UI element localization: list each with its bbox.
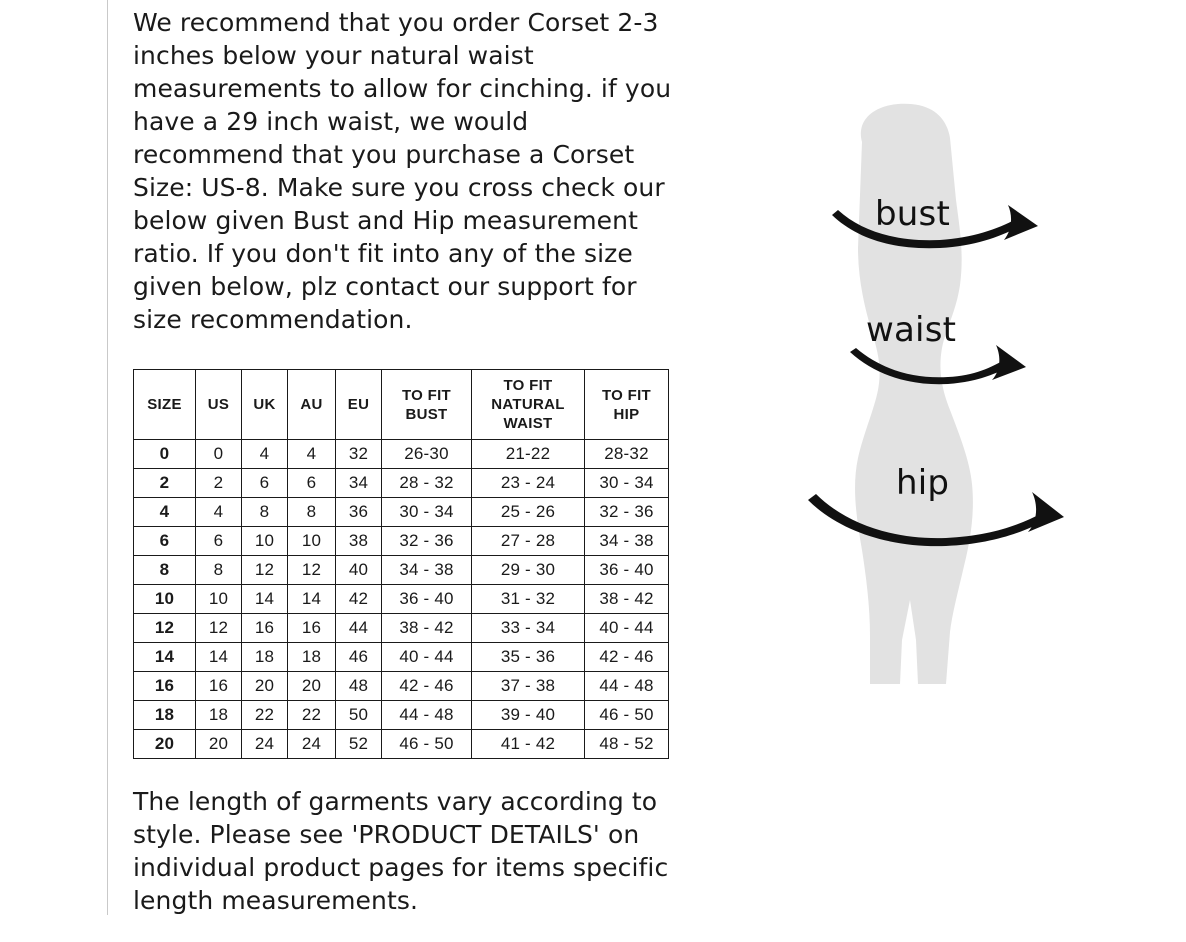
table-row [134, 469, 669, 498]
cell-us: 2 [196, 469, 242, 498]
column-header-waist: TO FIT NATURAL WAIST [472, 370, 585, 440]
cell-waist: 23 - 24 [472, 469, 585, 498]
cell-eu: 46 [336, 643, 382, 672]
hip-label: hip [896, 463, 950, 503]
cell-us: 10 [196, 585, 242, 614]
cell-eu: 32 [336, 440, 382, 469]
cell-uk: 14 [242, 585, 288, 614]
cell-waist: 35 - 36 [472, 643, 585, 672]
cell-size: 8 [134, 556, 196, 585]
cell-uk: 24 [242, 730, 288, 759]
cell-us: 6 [196, 527, 242, 556]
cell-waist: 41 - 42 [472, 730, 585, 759]
size-chart-body [134, 440, 669, 759]
column-header-uk: UK [242, 370, 288, 440]
cell-uk: 22 [242, 701, 288, 730]
cell-us: 12 [196, 614, 242, 643]
table-row [134, 556, 669, 585]
cell-au: 22 [288, 701, 336, 730]
cell-eu: 50 [336, 701, 382, 730]
cell-hip: 36 - 40 [585, 556, 669, 585]
figure-svg [770, 80, 1110, 780]
cell-hip: 28-32 [585, 440, 669, 469]
table-header-row [134, 370, 669, 440]
cell-hip: 38 - 42 [585, 585, 669, 614]
cell-eu: 34 [336, 469, 382, 498]
cell-bust: 28 - 32 [382, 469, 472, 498]
cell-uk: 8 [242, 498, 288, 527]
cell-au: 6 [288, 469, 336, 498]
cell-bust: 32 - 36 [382, 527, 472, 556]
cell-size: 20 [134, 730, 196, 759]
body-measurement-figure [770, 80, 1110, 780]
cell-hip: 44 - 48 [585, 672, 669, 701]
table-row [134, 527, 669, 556]
cell-us: 0 [196, 440, 242, 469]
bust-label: bust [875, 194, 950, 234]
table-row [134, 498, 669, 527]
cell-hip: 46 - 50 [585, 701, 669, 730]
cell-au: 10 [288, 527, 336, 556]
column-header-us: US [196, 370, 242, 440]
cell-bust: 26-30 [382, 440, 472, 469]
column-header-au: AU [288, 370, 336, 440]
cell-bust: 42 - 46 [382, 672, 472, 701]
cell-waist: 37 - 38 [472, 672, 585, 701]
cell-waist: 25 - 26 [472, 498, 585, 527]
cell-waist: 27 - 28 [472, 527, 585, 556]
body-silhouette-icon [855, 104, 973, 684]
cell-waist: 21-22 [472, 440, 585, 469]
cell-uk: 4 [242, 440, 288, 469]
cell-hip: 30 - 34 [585, 469, 669, 498]
cell-bust: 40 - 44 [382, 643, 472, 672]
cell-waist: 31 - 32 [472, 585, 585, 614]
cell-eu: 48 [336, 672, 382, 701]
cell-hip: 32 - 36 [585, 498, 669, 527]
intro-paragraph: We recommend that you order Corset 2-3 inches below your natural waist measurements to allow for cinching. if you have a 29 inch waist, we would recommend that you purchase a Corset Size: US-8. Make sure you cross check our below given Bust and Hip measurement ratio. If you don't fit into any of the size given below, plz contact our support for size recommendation. [133, 8, 672, 334]
cell-waist: 33 - 34 [472, 614, 585, 643]
cell-bust: 44 - 48 [382, 701, 472, 730]
cell-eu: 38 [336, 527, 382, 556]
cell-size: 12 [134, 614, 196, 643]
cell-us: 8 [196, 556, 242, 585]
cell-size: 6 [134, 527, 196, 556]
column-header-hip: TO FIT HIP [585, 370, 669, 440]
cell-hip: 34 - 38 [585, 527, 669, 556]
cell-bust: 34 - 38 [382, 556, 472, 585]
cell-au: 24 [288, 730, 336, 759]
cell-eu: 36 [336, 498, 382, 527]
cell-bust: 46 - 50 [382, 730, 472, 759]
cell-uk: 20 [242, 672, 288, 701]
table-row [134, 730, 669, 759]
cell-eu: 42 [336, 585, 382, 614]
cell-au: 16 [288, 614, 336, 643]
table-row [134, 672, 669, 701]
cell-waist: 39 - 40 [472, 701, 585, 730]
column-header-size: SIZE [134, 370, 196, 440]
cell-us: 20 [196, 730, 242, 759]
cell-au: 14 [288, 585, 336, 614]
cell-size: 4 [134, 498, 196, 527]
cell-us: 18 [196, 701, 242, 730]
cell-au: 12 [288, 556, 336, 585]
size-chart-header [134, 370, 669, 440]
cell-us: 14 [196, 643, 242, 672]
cell-bust: 36 - 40 [382, 585, 472, 614]
cell-uk: 18 [242, 643, 288, 672]
cell-au: 20 [288, 672, 336, 701]
table-row [134, 440, 669, 469]
table-row [134, 585, 669, 614]
cell-au: 4 [288, 440, 336, 469]
waist-label: waist [866, 310, 957, 350]
cell-size: 18 [134, 701, 196, 730]
cell-waist: 29 - 30 [472, 556, 585, 585]
outro-paragraph: The length of garments vary according to style. Please see 'PRODUCT DETAILS' on individual product pages for items specific length measurements. [133, 787, 669, 915]
cell-hip: 40 - 44 [585, 614, 669, 643]
table-row [134, 614, 669, 643]
cell-uk: 6 [242, 469, 288, 498]
table-row [134, 701, 669, 730]
size-guide-content [133, 0, 693, 942]
cell-au: 8 [288, 498, 336, 527]
cell-bust: 38 - 42 [382, 614, 472, 643]
cell-eu: 40 [336, 556, 382, 585]
cell-eu: 44 [336, 614, 382, 643]
cell-size: 0 [134, 440, 196, 469]
column-header-eu: EU [336, 370, 382, 440]
cell-us: 4 [196, 498, 242, 527]
cell-us: 16 [196, 672, 242, 701]
cell-size: 14 [134, 643, 196, 672]
cell-au: 18 [288, 643, 336, 672]
cell-uk: 12 [242, 556, 288, 585]
cell-uk: 16 [242, 614, 288, 643]
page-left-rule [107, 0, 108, 915]
cell-bust: 30 - 34 [382, 498, 472, 527]
table-row [134, 643, 669, 672]
column-header-bust: TO FIT BUST [382, 370, 472, 440]
cell-size: 16 [134, 672, 196, 701]
cell-uk: 10 [242, 527, 288, 556]
cell-hip: 48 - 52 [585, 730, 669, 759]
cell-size: 2 [134, 469, 196, 498]
size-chart-table [133, 369, 669, 759]
cell-hip: 42 - 46 [585, 643, 669, 672]
cell-eu: 52 [336, 730, 382, 759]
cell-size: 10 [134, 585, 196, 614]
